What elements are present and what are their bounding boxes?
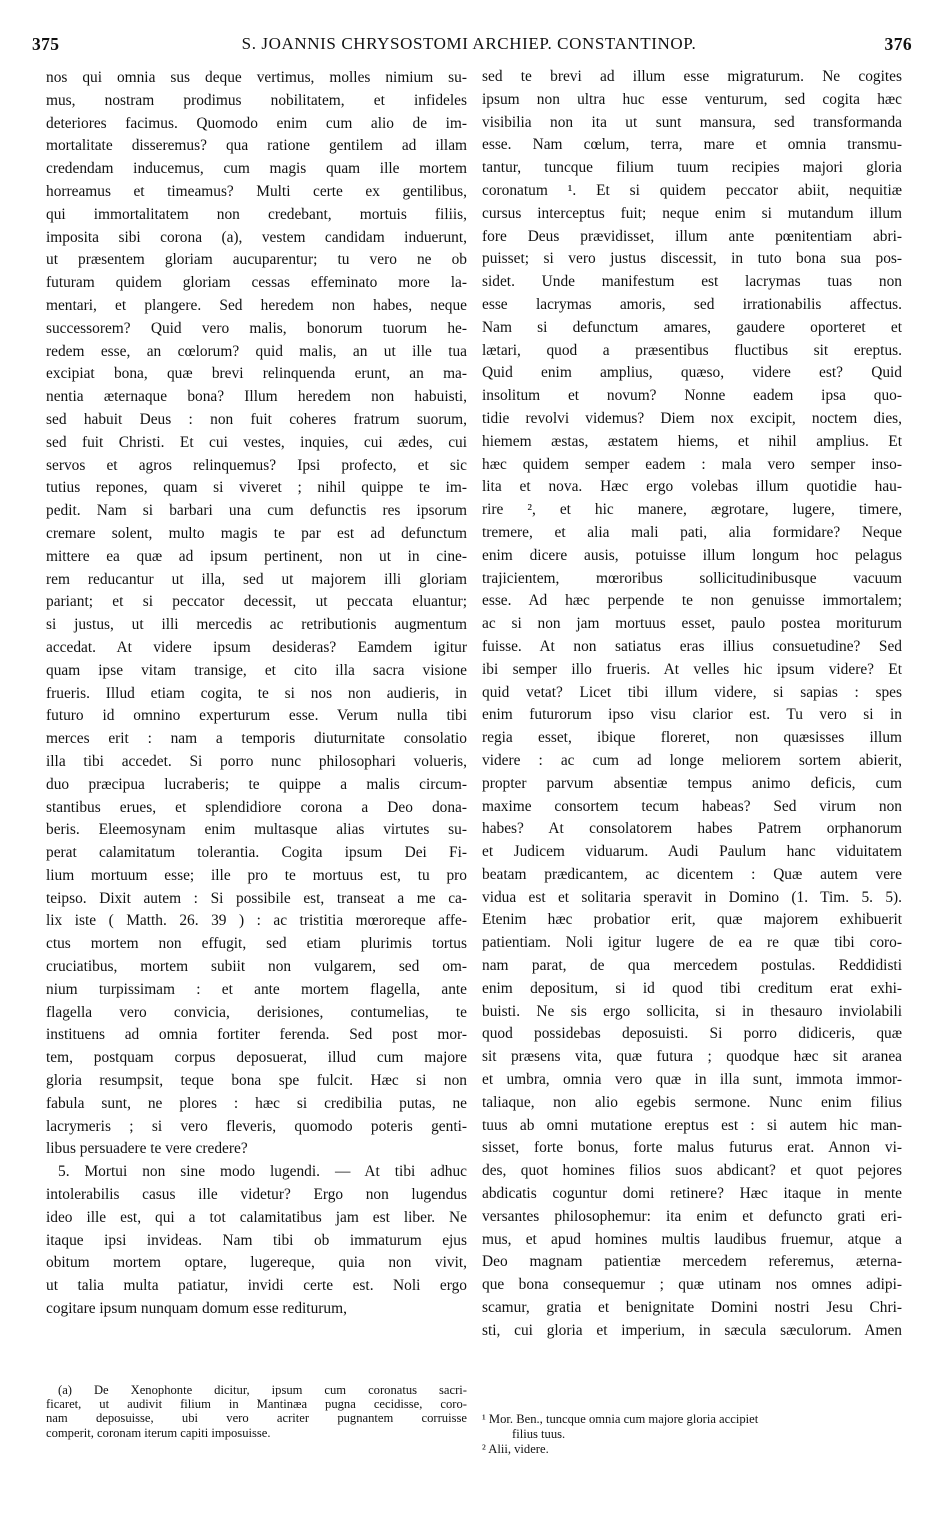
text-line: sit præsens vita, quæ futura ; quodque hæc sit aranea [482, 1048, 902, 1066]
text-line: enim dicere ausis, potuisse illum longum hoc pelagus [482, 546, 902, 564]
text-line: sti, cui gloria et imperium, in sæcula sæculorum. Amen [482, 1321, 902, 1339]
text-line: perat calamitatum tolerantia. Cogita ipsum Dei Fi- [46, 844, 467, 862]
text-line: lacrymeris ; si vero fleveris, quomodo poteris genti- [46, 1117, 467, 1135]
text-line: cursus interceptus fuit; neque enim si mutandum illum [482, 204, 902, 222]
text-line: quod possidebas deposuisti. Si porro didiceris, quæ [482, 1025, 902, 1043]
text-line: nam parat, de qua mercedem postulas. Reddidisti [482, 957, 902, 975]
text-line: des, quot homines filios suos abdicant? et quot pejores [482, 1162, 902, 1180]
text-line: cruciatibus, mortem subiit non vulgarem, sed om- [46, 958, 467, 976]
footnote-line: (a) De Xenophonte dicitur, ipsum cum coronatus sacri- [58, 1383, 467, 1397]
text-line: si justus, ut illi mercedis ac retributionis augmentum [46, 616, 467, 634]
right-footnotes [482, 1412, 902, 1457]
text-line: abdicatis coguntur domi retinere? Hæc itaque in mente [482, 1185, 902, 1203]
text-line: sidet. Unde manifestum est lacrymas tuas non [482, 273, 902, 291]
text-line: esse. Nam cœlum, terra, mare et omnia transmu- [482, 136, 902, 154]
text-line: deteriores facimus. Quomodo enim cum alio de im- [46, 114, 467, 132]
text-line: tutius repones, quam si viveret ; nihil quippe te im- [46, 479, 467, 497]
text-line: instituens ad omnia fortiter ferenda. Sed post mor- [46, 1026, 467, 1044]
text-line: lætari, quod a præsentibus fluctibus sit ereptus. [482, 341, 902, 359]
text-line: ideo ille est, qui a tot calamitatibus jam est liber. Ne [46, 1208, 467, 1226]
text-line: rem reducantur ut illa, sed ut majorem illi gloriam [46, 570, 467, 588]
text-line: coronatum ¹. Et si quidem peccator abiit, nequitiæ [482, 181, 902, 199]
text-line: fabula sunt, ne plores : hæc si credibilia putas, ne [46, 1094, 467, 1112]
text-line: videre : ac cum ad longe meliorem sortem abierit, [482, 751, 902, 769]
text-line: pariant; et si peccator decessit, ut peccata eluantur; [46, 593, 467, 611]
text-line: stantibus erues, et splendidiore corona a Deo dona- [46, 798, 467, 816]
text-line: sed habuit Deus : non fuit coheres fratrum suorum, [46, 410, 467, 428]
text-line: mittere ea quæ ad ipsum pertinent, non ut in cine- [46, 547, 467, 565]
text-line: ut talia multa patiatur, invidi certe est. Noli ergo [46, 1277, 467, 1295]
text-line: Deo magnam patientiæ mercedem referemus, æterna- [482, 1253, 902, 1271]
footnote-line: nam deposuisse, ubi vero acriter pugnantem corruisse [46, 1411, 467, 1426]
text-line: tantur, tuncque filium tuum recipies majori gloria [482, 159, 902, 177]
text-line: que bona consequemur ; quæ utinam nos omnes adipi- [482, 1276, 902, 1294]
text-line: enim futurorum ipso visu clarior est. Tu vero si in [482, 706, 902, 724]
text-line: illa tibi accedet. Si porro nunc philosophari volueris, [46, 752, 467, 770]
text-line: nium turpissimam : et ante mortem flagella, ante [46, 980, 467, 998]
footnote-line: ² Alii, videre. [482, 1442, 549, 1456]
text-line: scamur, gratia et benignitate Domini nostri Jesu Chri- [482, 1299, 902, 1317]
text-line: lix iste ( Matth. 26. 39 ) : ac tristitia mœroreque affe- [46, 912, 467, 930]
text-line: cremare solent, multo magis te par est ad defunctum [46, 524, 467, 542]
footnote-line: ¹ Mor. Ben., tuncque omnia cum majore gloria accipiet [482, 1412, 759, 1426]
text-line: lium mortuum esse; ille pro te mortuus est, tu pro [46, 866, 467, 884]
text-line: horreamus et timeamus? Multi certe ex gentilibus, [46, 182, 467, 200]
text-line: redem esse, an cœlorum? quid malis, an ut ille tua [46, 342, 467, 360]
text-line: servos et agros relinquemus? Ipsi profecto, et sic [46, 456, 467, 474]
text-line: sisset, forte bonus, forte malus futurus erat. Annon vi- [482, 1139, 902, 1157]
text-line: futuro id omnino experturum esse. Verum nulla tibi [46, 707, 467, 725]
text-line: insolitum et novum? Nonne eadem ipsa quo- [482, 387, 902, 405]
text-line: et Judicem viduarum. Audi Paulum hanc viduitatem [482, 843, 902, 861]
text-line: ac si non jam mortuus esset, paulo postea moriturum [482, 615, 902, 633]
running-title: S. JOANNIS CHRYSOSTOMI ARCHIEP. CONSTANTINOP. [241, 34, 697, 53]
text-line: tuus ab omni mutatione ereptus est : si autem hic man- [482, 1116, 902, 1134]
text-line: tremere, et alia mali pati, alia formidare? Neque [482, 523, 902, 541]
text-line: versantes philosophemur: ita enim et defuncto grati eri- [482, 1207, 902, 1225]
text-line: Etenim hæc probatior erit, quæ majorem exhibuerit [482, 911, 902, 929]
text-line: frueris. Illud etiam cogita, te si nos non audieris, in [46, 684, 467, 702]
text-line: teipso. Dixit autem : Si possibile est, transeat a me ca- [46, 889, 467, 907]
text-line: nentia æternaque bona? Illum heredem non habuisti, [46, 388, 467, 406]
text-line: nos qui omnia sus deque vertimus, molles nimium su- [46, 69, 467, 86]
text-line: merces erit : nam a temporis diuturnitate consolatio [46, 730, 467, 748]
left-footnotes [46, 1383, 467, 1440]
text-line: intolerabilis casus ille videtur? Ergo non lugendus [46, 1186, 467, 1204]
text-line: hæc quidem semper eadem : mala vero semper inso- [482, 455, 902, 473]
text-line: pedit. Nam si barbari una cum defunctis res ipsorum [46, 502, 467, 520]
footnote-line: filius tuus. [512, 1427, 566, 1441]
text-line: mus, nostram prodimus nobilitatem, et infideles [46, 91, 467, 109]
text-line: duo præcipua lucraberis; te quippe a malis circum- [46, 775, 467, 793]
text-line: lita et nova. Hæc ergo volebas illum quotidie hau- [482, 478, 902, 496]
text-line: vidua est et solitaria speravit in Domino (1. Tim. 5. 5). [482, 888, 902, 906]
right-page-number: 376 [884, 34, 912, 54]
text-line: puisset; si vero justus discessit, in tuto bona sua pos- [482, 250, 902, 268]
text-line: hiemem æstas, æstatem hiems, et nihil amplius. Et [482, 432, 902, 450]
footnote-line: comperit, coronam iterum capiti imposuisse. [46, 1425, 271, 1440]
text-line: fore Deus prævidisset, illum ante pœnitentiam abri- [482, 227, 902, 245]
text-line: tem, postquam corpus deposuerat, illud cum majore [46, 1049, 467, 1067]
text-line: successorem? Quid vero malis, bonorum tuorum he- [46, 319, 467, 337]
text-line: esse lacrymas amoris, sed irrationabilis affectus. [482, 295, 902, 313]
text-line: libus persuadere te vere credere? [46, 1140, 248, 1158]
text-line: quam ipse vitam transige, et cito illa sacra visione [46, 661, 467, 679]
text-line: cogitare ipsum nunquam domum esse rediturum, [46, 1300, 347, 1318]
text-line: visibilia non ita ut sunt mansura, sed transformanda [482, 113, 902, 131]
text-line: habes? At consolatorem habes Patrem orphanorum [482, 820, 902, 838]
text-line: patientiam. Noli igitur lugere de ea re quæ tibi coro- [482, 934, 902, 952]
text-line: mortalitate disseremus? qua ratione gentilem ad illam [46, 137, 467, 155]
text-line: Quid enim amplius, quæso, videre est? Quid [482, 364, 902, 382]
text-line: credendam inducemus, cum magis quam ille mortem [46, 160, 467, 178]
text-line: Nam si defunctum amares, gaudere oporteret et [482, 318, 902, 336]
text-line: qui immortalitatem non credebant, mortuis filiis, [46, 205, 467, 223]
text-line: gloria resumpsit, teque bona spe fulcit. Hæc si non [46, 1072, 467, 1090]
text-line: fuisse. At non satiatus eras illius consuetudine? Sed [482, 637, 902, 655]
text-line: taliaque, non alio egebis sermone. Nunc enim filius [482, 1093, 902, 1111]
text-line: futuram quidem gloriam cessas effeminato more la- [46, 274, 467, 292]
text-line: ibi semper illo frueris. At velles hic ipsum videre? Et [482, 660, 902, 678]
text-line: trajicientem, mœroribus sollicitudinibusque vacuum [482, 569, 902, 587]
text-line: 5. Mortui non sine modo lugendi. — At tibi adhuc [58, 1163, 467, 1181]
text-line: esse. Ad hæc perpende te non genuisse immortalem; [482, 592, 902, 610]
footnote-line: ficaret, ut audivit filium in Mantinæa pugna cecidisse, coro- [46, 1397, 467, 1412]
text-line: beris. Eleemosynam enim multasque alias virtutes su- [46, 821, 467, 839]
right-text-column [482, 66, 902, 1343]
left-text-column [46, 67, 467, 1321]
text-line: mus, et apud homines multis laudibus fruemur, atque a [482, 1230, 902, 1248]
text-line: obitum mortem optare, lugereque, quia non vivit, [46, 1254, 467, 1272]
text-line: et umbra, omnia vero quæ in illa sunt, immota immor- [482, 1071, 902, 1089]
text-line: enim depositum, si id quod tibi creditum erat exhi- [482, 979, 902, 997]
text-line: propter parvum absentiæ tempus animo deficis, cum [482, 774, 902, 792]
text-line: buisti. Ne sis ergo sollicita, si in thesauro inviolabili [482, 1002, 902, 1020]
text-line: imposita sibi corona (a), vestem candidam induerunt, [46, 228, 467, 246]
text-line: tidie revolvi videmus? Diem nox excipit, noctem dies, [482, 409, 902, 427]
left-page-number: 375 [32, 34, 60, 54]
text-line: ipsum non ultra huc esse venturum, sed cogita hæc [482, 90, 902, 108]
text-line: beatam prædicantem, ac dicentem : Quæ autem vere [482, 865, 902, 883]
text-line: ctus mortem non effugit, sed etiam plurimis tortus [46, 935, 467, 953]
text-line: flagella vero convicia, derisiones, contumelias, te [46, 1003, 467, 1021]
text-line: maxime consortem tecum habeas? Sed virum non [482, 797, 902, 815]
text-line: quid vetat? Licet tibi illum videre, si sapias : spes [482, 683, 902, 701]
text-line: excipiat bona, quæ brevi relinquenda erunt, an ma- [46, 365, 467, 383]
text-line: mentari, et plangere. Sed heredem non habes, neque [46, 296, 467, 314]
text-line: rire ², et hic manere, ægrotare, lugere, timere, [482, 501, 902, 519]
text-line: sed te brevi ad illum esse migraturum. Ne cogites [482, 68, 902, 85]
text-line: regia esset, ibique floreret, non quæsisses illum [482, 729, 902, 747]
text-line: accedat. At videre ipsum desideras? Eamdem igitur [46, 638, 467, 656]
text-line: sed fuit Christi. Et cui vestes, inquies, cui ædes, cui [46, 433, 467, 451]
text-line: ut præsentem gloriam aucuparentur; tu vero ne ob [46, 251, 467, 269]
text-line: itaque ipsi invideas. Nam tibi ob immaturum ejus [46, 1231, 467, 1249]
